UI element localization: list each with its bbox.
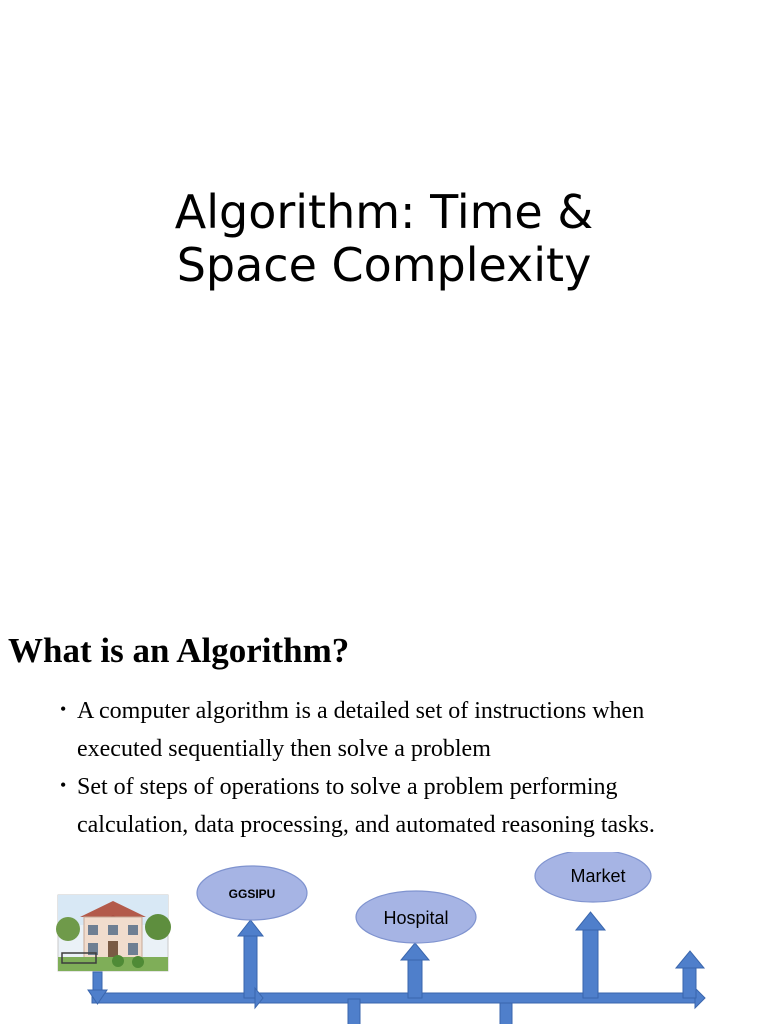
bullet-item-2 <box>60 768 750 844</box>
hospital-arrow-shaft <box>408 958 422 998</box>
bullet-list <box>60 692 750 844</box>
node-hospital <box>356 891 476 943</box>
market-arrowhead <box>576 912 605 930</box>
down-branch-2 <box>500 1003 512 1024</box>
hospital-arrowhead <box>401 943 429 960</box>
title-line-2: Space Complexity <box>176 238 592 292</box>
route-diagram <box>0 852 768 1024</box>
node-market-label: Market <box>570 866 626 886</box>
right-arrowhead <box>676 951 704 968</box>
bullet-1-line-2: executed sequentially then solve a problem <box>77 736 491 762</box>
bullet-2-line-1: Set of steps of operations to solve a problem performing <box>77 774 618 800</box>
main-road <box>92 993 695 1003</box>
node-hospital-label: Hospital <box>383 908 449 928</box>
slide-title <box>0 186 768 292</box>
node-ggsipu <box>197 866 307 920</box>
title-line-1: Algorithm: Time & <box>174 185 594 239</box>
bullet-dot-icon: • <box>60 775 67 795</box>
house-image <box>56 895 171 971</box>
bullet-1-line-1: A computer algorithm is a detailed set of instructions when <box>77 698 645 724</box>
slide-heading: What is an Algorithm? <box>8 631 350 670</box>
bullet-dot-icon: • <box>60 699 67 719</box>
ggsipu-arrowhead <box>238 920 263 936</box>
bullet-item-1 <box>60 692 750 768</box>
down-branch-1 <box>348 999 360 1024</box>
node-ggsipu-label: GGSIPU <box>228 887 276 901</box>
bullet-2-line-2: calculation, data processing, and automated reasoning tasks. <box>77 812 655 838</box>
right-arrow-shaft <box>683 966 696 998</box>
content-slide <box>0 590 768 1024</box>
market-arrow-shaft <box>583 928 598 998</box>
road-mid-arrowhead <box>255 988 263 1008</box>
node-market <box>535 852 651 902</box>
